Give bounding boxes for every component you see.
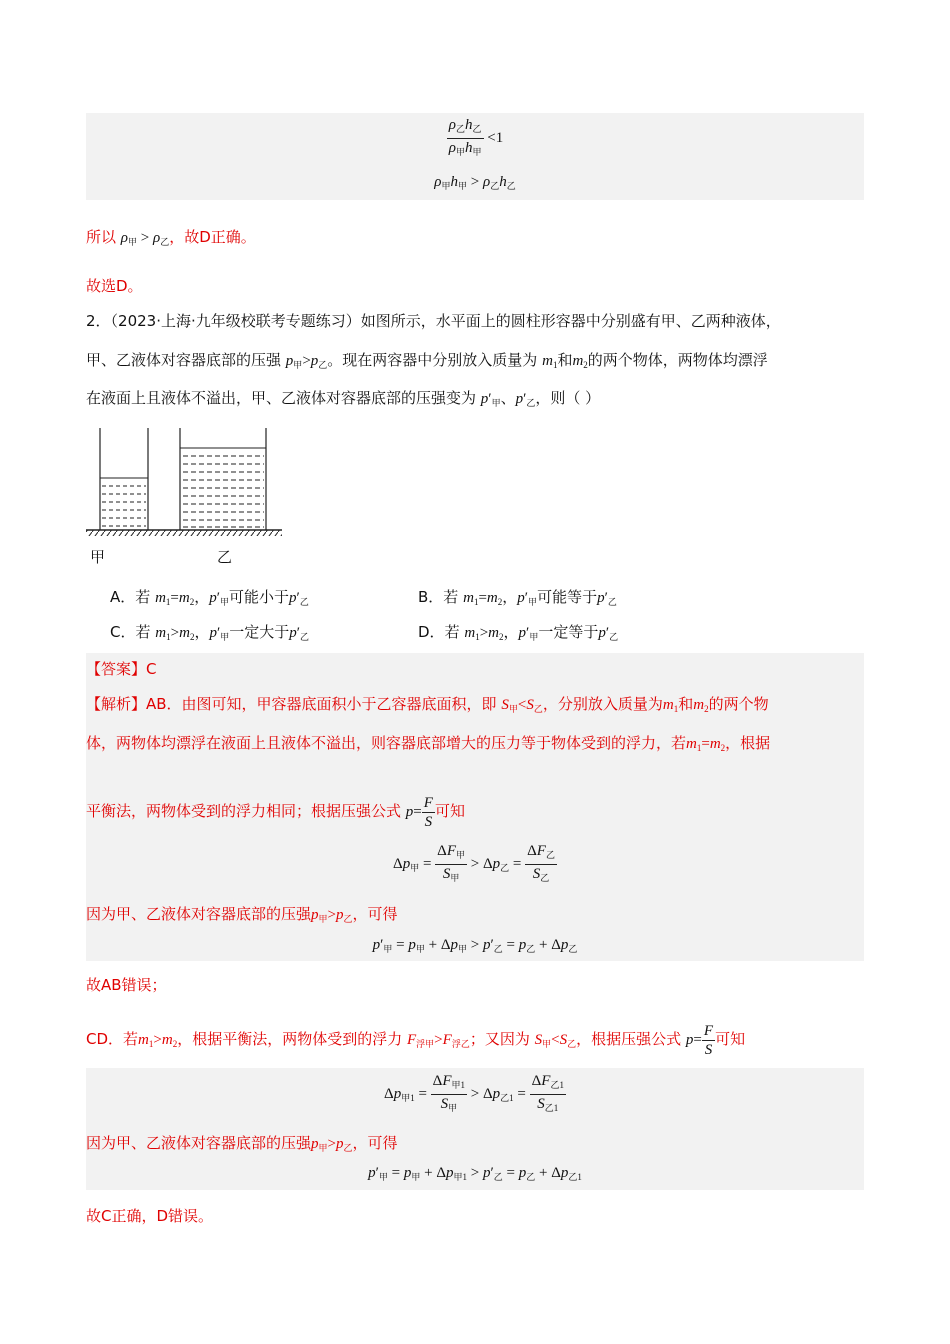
conclusion-line: 所以 $\rho_甲 > \rho_乙$，故D正确。 bbox=[86, 228, 256, 247]
question-line-2: 甲、乙液体对容器底部的压强 $p_甲>p_乙$。现在两容器中分别放入质量为 $m_1$和$m_2$的两个物体，两物体均漂浮 bbox=[86, 351, 768, 370]
final-conclusion: 故C正确，D错误。 bbox=[86, 1207, 214, 1225]
because-line-1: 因为甲、乙液体对容器底部的压强$p_甲>p_乙$，可得 bbox=[86, 905, 398, 924]
option-a[interactable]: A．若 $m_1=m_2$，$p'_甲$可能小于$p'_乙$ bbox=[110, 588, 309, 607]
answer-label: 【答案】C bbox=[86, 660, 157, 678]
analysis-line-2: 体，两物体均漂浮在液面上且液体不溢出，则容器底部增大的压力等于物体受到的浮力，若$m_1=m_2$，根据 bbox=[86, 734, 771, 753]
label-yi: 乙 bbox=[217, 548, 233, 566]
p-prime-formula-1: $p'_甲 = p_甲 + \Delta p_甲 > p'_乙 = p_乙 + \Delta p_乙$ bbox=[372, 937, 578, 954]
option-c[interactable]: C．若 $m_1>m_2$，$p'_甲$一定大于$p'_乙$ bbox=[110, 623, 310, 642]
analysis-line-3: 平衡法，两物体受到的浮力相同；根据压强公式 p= $\frac{F}{S}$ 可知 bbox=[86, 795, 465, 830]
because-line-2: 因为甲、乙液体对容器底部的压强$p_甲>p_乙$，可得 bbox=[86, 1134, 398, 1153]
option-d[interactable]: D．若 $m_1>m_2$，$p'_甲$一定等于$p'_乙$ bbox=[418, 623, 619, 642]
container-yi bbox=[180, 428, 266, 530]
delta-p-formula-1: $\Delta p_甲$ = $\frac{\Delta F_甲}{S_甲}$ > $\Delta p_乙$ = $\frac{\Delta F_乙}{S_乙}$ bbox=[393, 843, 555, 883]
question-line-3: 在液面上且液体不溢出，甲、乙液体对容器底部的压强变为 $p'_甲$、$p'_乙$，则（ ） bbox=[86, 389, 601, 408]
analysis-line-1: 【解析】AB．由图可知，甲容器底面积小于乙容器底面积，即 $S_甲<S_乙$，分别放入质量为$m_1$和$m_2$的两个物 bbox=[86, 695, 769, 714]
cd-line: CD．若$m_1>m_2$，根据平衡法，两物体受到的浮力 $F_{浮甲}>F_{浮乙}$；又因为 $S_甲<S_乙$，根据压强公式 p= $\frac{F}{S}$ 可知 bbox=[86, 1023, 746, 1058]
label-jia: 甲 bbox=[90, 548, 106, 566]
ratio-formula: $\frac{\rho_乙h_乙}{\rho_甲h_甲}$ <1 bbox=[448, 117, 504, 157]
option-b[interactable]: B．若 $m_1=m_2$，$p'_甲$可能等于$p'_乙$ bbox=[418, 588, 617, 607]
question-line-1: 2．（2023·上海·九年级校联考专题练习）如图所示，水平面上的圆柱形容器中分别盛有甲、乙两种液体， bbox=[86, 312, 781, 330]
ab-wrong: 故AB错误； bbox=[86, 976, 167, 994]
rho-h-inequality: $\rho_甲h_甲 > \rho_乙h_乙$ bbox=[434, 174, 516, 191]
delta-p-formula-2: $\Delta p_{甲1}$ = $\frac{\Delta F_{甲1}}{S_甲}$ > $\Delta p_{乙1}$ = $\frac{\Delta F_{乙1}}{S_{乙1}}$ bbox=[384, 1073, 564, 1113]
container-figure bbox=[86, 428, 286, 578]
select-d: 故选D。 bbox=[86, 277, 143, 295]
p-prime-formula-2: $p'_甲 = p_甲 + \Delta p_{甲1} > p'_乙 = p_乙 + \Delta p_{乙1}$ bbox=[368, 1165, 582, 1182]
container-jia bbox=[100, 428, 148, 530]
